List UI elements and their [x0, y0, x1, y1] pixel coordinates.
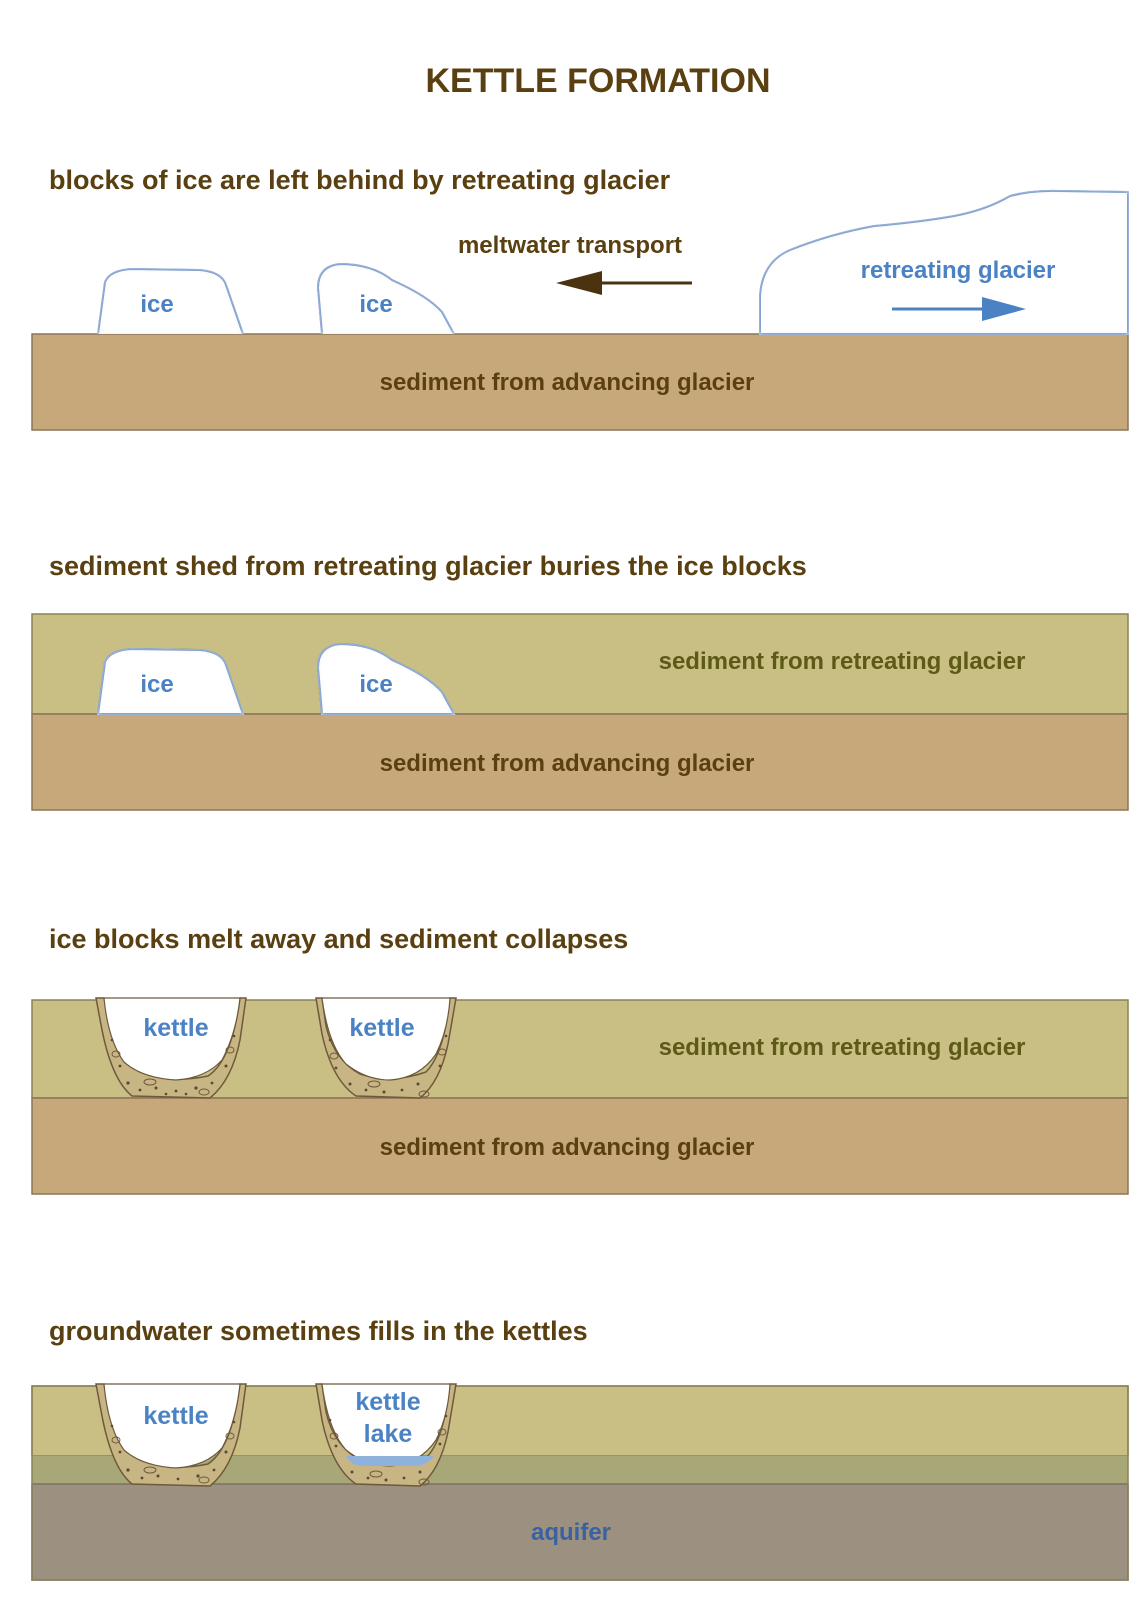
kettle-label-1: kettle: [143, 1014, 209, 1042]
retreating-glacier-label: retreating glacier: [860, 257, 1056, 284]
ice-label-1: ice: [140, 291, 174, 318]
panel-2-heading: sediment shed from retreating glacier buries the ice blocks: [49, 551, 807, 581]
left-arrow-icon: [556, 271, 692, 295]
panel-4: [32, 1316, 1128, 1580]
page-title: KETTLE FORMATION: [425, 62, 771, 100]
sediment-retreating-label: sediment from retreating glacier: [658, 648, 1026, 675]
aquifer-label: aquifer: [530, 1519, 612, 1546]
sediment-retreating-label: sediment from retreating glacier: [658, 1034, 1026, 1061]
kettle-lake-label-line2: lake: [363, 1420, 413, 1448]
panel-2: [32, 551, 1128, 810]
kettle-lake-label-line1: kettle: [355, 1388, 421, 1416]
ice-label-1: ice: [140, 671, 174, 698]
panel-4-heading: groundwater sometimes fills in the kettles: [49, 1316, 588, 1346]
panel-3: [32, 924, 1128, 1194]
sediment-advancing-label: sediment from advancing glacier: [379, 369, 755, 396]
panel-3-heading: ice blocks melt away and sediment collapses: [49, 924, 629, 954]
panel-1: [32, 165, 1128, 430]
meltwater-label: meltwater transport: [457, 232, 683, 259]
lake-water: [346, 1456, 434, 1466]
sediment-advancing-label: sediment from advancing glacier: [379, 1134, 755, 1161]
sediment-advancing-label: sediment from advancing glacier: [379, 750, 755, 777]
panel-1-heading: blocks of ice are left behind by retreating glacier: [49, 165, 671, 195]
ice-label-2: ice: [359, 291, 393, 318]
ice-label-2: ice: [359, 671, 393, 698]
kettle-label-2: kettle: [349, 1014, 415, 1042]
kettle-label: kettle: [143, 1402, 209, 1430]
